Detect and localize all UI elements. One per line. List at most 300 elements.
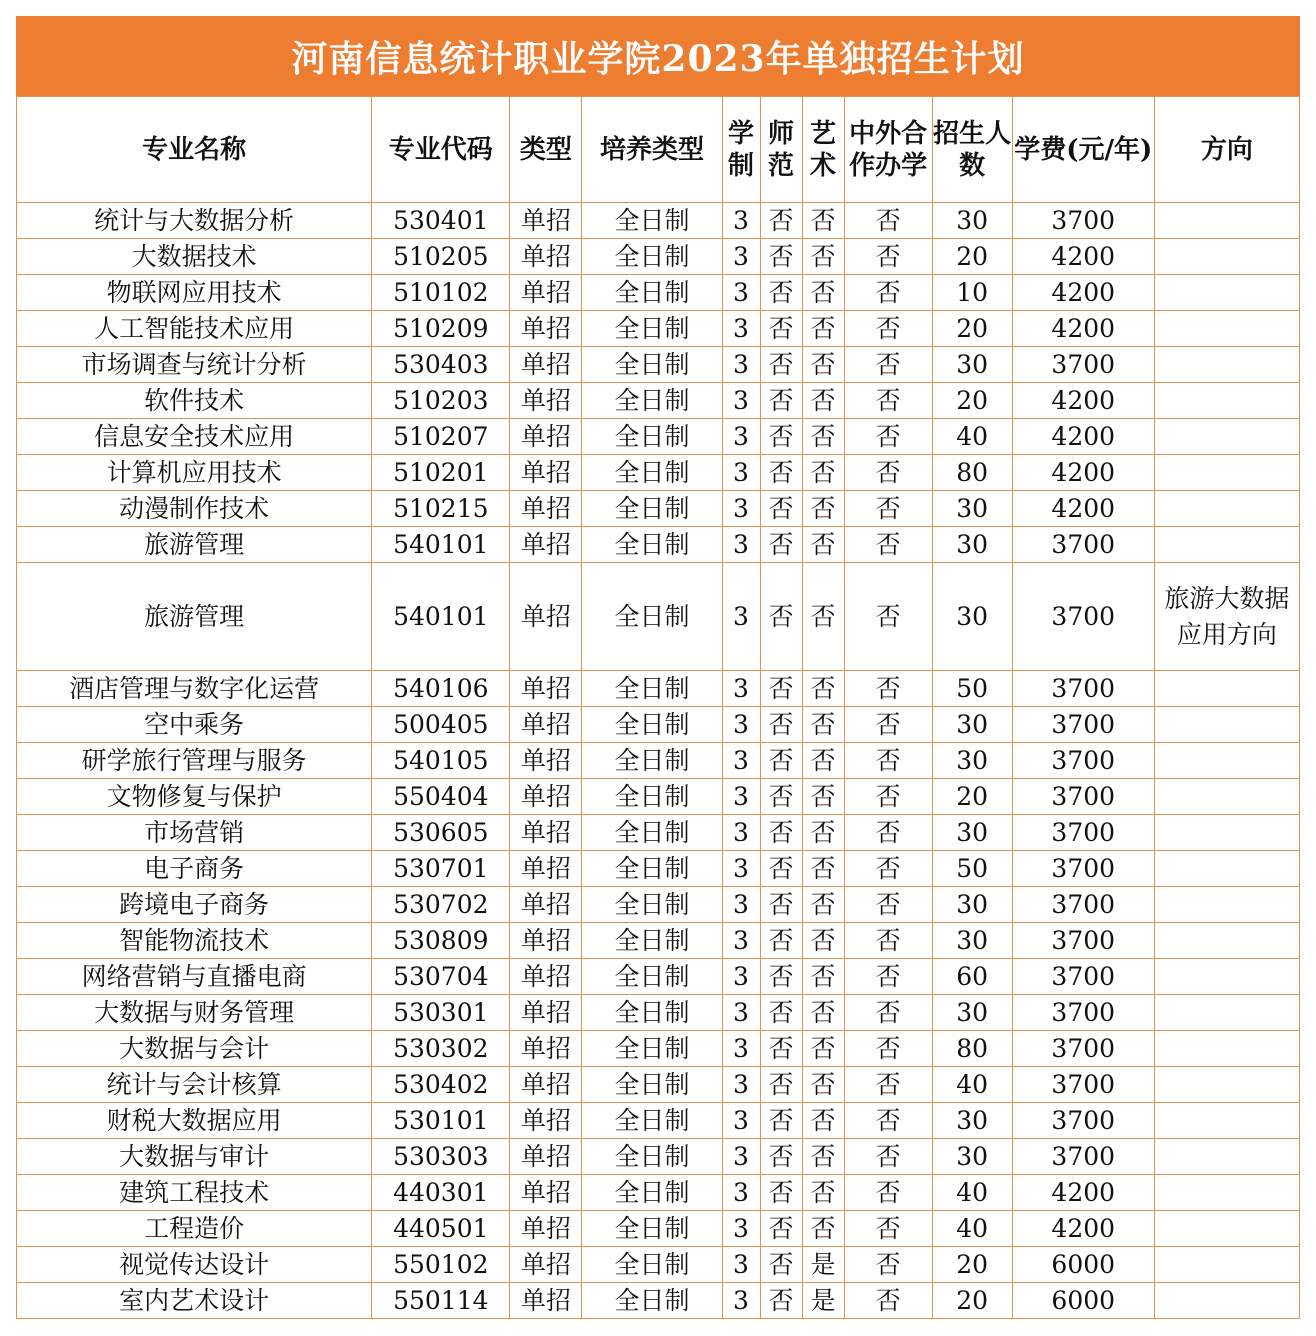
cell-direction <box>1154 1283 1299 1319</box>
cell-type: 单招 <box>510 1283 582 1319</box>
cell-name: 人工智能技术应用 <box>17 311 372 347</box>
cell-joint: 否 <box>844 311 932 347</box>
cell-joint: 否 <box>844 203 932 239</box>
cell-code: 530701 <box>372 851 510 887</box>
cell-code: 440501 <box>372 1211 510 1247</box>
cell-normal: 否 <box>760 491 802 527</box>
header-normal: 师范 <box>760 97 802 203</box>
cell-art: 否 <box>802 419 844 455</box>
header-type: 类型 <box>510 97 582 203</box>
cell-direction <box>1154 851 1299 887</box>
cell-code: 510207 <box>372 419 510 455</box>
cell-joint: 否 <box>844 887 932 923</box>
cell-art: 否 <box>802 239 844 275</box>
cell-name: 统计与会计核算 <box>17 1067 372 1103</box>
cell-code: 440301 <box>372 1175 510 1211</box>
cell-name: 建筑工程技术 <box>17 1175 372 1211</box>
cell-training: 全日制 <box>582 707 722 743</box>
cell-training: 全日制 <box>582 923 722 959</box>
cell-fee: 4200 <box>1012 239 1154 275</box>
cell-name: 室内艺术设计 <box>17 1283 372 1319</box>
cell-art: 否 <box>802 1031 844 1067</box>
cell-type: 单招 <box>510 1031 582 1067</box>
cell-art: 否 <box>802 707 844 743</box>
cell-quota: 20 <box>932 1283 1012 1319</box>
cell-joint: 否 <box>844 563 932 671</box>
cell-art: 否 <box>802 1139 844 1175</box>
cell-quota: 20 <box>932 1247 1012 1283</box>
table-row <box>17 1031 1300 1067</box>
cell-quota: 30 <box>932 995 1012 1031</box>
cell-years: 3 <box>722 887 760 923</box>
cell-code: 530704 <box>372 959 510 995</box>
cell-art: 否 <box>802 923 844 959</box>
table-row <box>17 347 1300 383</box>
cell-joint: 否 <box>844 1103 932 1139</box>
cell-joint: 否 <box>844 1067 932 1103</box>
cell-fee: 4200 <box>1012 419 1154 455</box>
cell-joint: 否 <box>844 1175 932 1211</box>
cell-quota: 30 <box>932 491 1012 527</box>
cell-direction <box>1154 707 1299 743</box>
cell-code: 510201 <box>372 455 510 491</box>
cell-normal: 否 <box>760 743 802 779</box>
cell-type: 单招 <box>510 347 582 383</box>
cell-name: 文物修复与保护 <box>17 779 372 815</box>
cell-name: 酒店管理与数字化运营 <box>17 671 372 707</box>
cell-fee: 3700 <box>1012 851 1154 887</box>
cell-normal: 否 <box>760 1247 802 1283</box>
cell-joint: 否 <box>844 779 932 815</box>
table-row <box>17 419 1300 455</box>
header-fee: 学费(元/年) <box>1012 97 1154 203</box>
page-title: 河南信息统计职业学院2023年单独招生计划 <box>16 16 1300 96</box>
cell-normal: 否 <box>760 1211 802 1247</box>
cell-fee: 3700 <box>1012 923 1154 959</box>
cell-training: 全日制 <box>582 851 722 887</box>
cell-art: 否 <box>802 203 844 239</box>
cell-code: 530809 <box>372 923 510 959</box>
cell-normal: 否 <box>760 671 802 707</box>
cell-years: 3 <box>722 203 760 239</box>
cell-art: 否 <box>802 959 844 995</box>
cell-art: 否 <box>802 995 844 1031</box>
cell-joint: 否 <box>844 959 932 995</box>
cell-fee: 4200 <box>1012 383 1154 419</box>
cell-type: 单招 <box>510 563 582 671</box>
cell-training: 全日制 <box>582 347 722 383</box>
cell-fee: 3700 <box>1012 959 1154 995</box>
enrollment-plan-sheet <box>16 16 1300 1319</box>
cell-normal: 否 <box>760 239 802 275</box>
cell-type: 单招 <box>510 239 582 275</box>
cell-art: 否 <box>802 815 844 851</box>
cell-fee: 3700 <box>1012 995 1154 1031</box>
cell-training: 全日制 <box>582 239 722 275</box>
cell-name: 财税大数据应用 <box>17 1103 372 1139</box>
cell-quota: 80 <box>932 1031 1012 1067</box>
cell-direction <box>1154 419 1299 455</box>
cell-code: 550102 <box>372 1247 510 1283</box>
cell-normal: 否 <box>760 779 802 815</box>
cell-direction <box>1154 743 1299 779</box>
cell-normal: 否 <box>760 1031 802 1067</box>
cell-fee: 3700 <box>1012 671 1154 707</box>
cell-years: 3 <box>722 1139 760 1175</box>
cell-training: 全日制 <box>582 311 722 347</box>
cell-type: 单招 <box>510 419 582 455</box>
cell-type: 单招 <box>510 923 582 959</box>
cell-fee: 4200 <box>1012 275 1154 311</box>
cell-training: 全日制 <box>582 275 722 311</box>
cell-joint: 否 <box>844 743 932 779</box>
cell-quota: 40 <box>932 1175 1012 1211</box>
cell-type: 单招 <box>510 1175 582 1211</box>
cell-code: 550404 <box>372 779 510 815</box>
cell-name: 空中乘务 <box>17 707 372 743</box>
cell-years: 3 <box>722 455 760 491</box>
cell-art: 否 <box>802 275 844 311</box>
cell-years: 3 <box>722 1067 760 1103</box>
cell-fee: 4200 <box>1012 491 1154 527</box>
cell-name: 大数据与财务管理 <box>17 995 372 1031</box>
cell-normal: 否 <box>760 851 802 887</box>
cell-years: 3 <box>722 491 760 527</box>
cell-direction <box>1154 1211 1299 1247</box>
cell-direction <box>1154 1175 1299 1211</box>
cell-years: 3 <box>722 275 760 311</box>
cell-normal: 否 <box>760 815 802 851</box>
cell-code: 530301 <box>372 995 510 1031</box>
cell-training: 全日制 <box>582 203 722 239</box>
cell-normal: 否 <box>760 419 802 455</box>
cell-years: 3 <box>722 671 760 707</box>
cell-type: 单招 <box>510 851 582 887</box>
table-row <box>17 527 1300 563</box>
cell-fee: 3700 <box>1012 203 1154 239</box>
table-row <box>17 923 1300 959</box>
cell-direction <box>1154 311 1299 347</box>
cell-training: 全日制 <box>582 563 722 671</box>
cell-normal: 否 <box>760 383 802 419</box>
cell-years: 3 <box>722 815 760 851</box>
cell-direction <box>1154 959 1299 995</box>
cell-direction <box>1154 1247 1299 1283</box>
cell-code: 530303 <box>372 1139 510 1175</box>
cell-training: 全日制 <box>582 491 722 527</box>
cell-training: 全日制 <box>582 1247 722 1283</box>
cell-joint: 否 <box>844 527 932 563</box>
table-row <box>17 1247 1300 1283</box>
table-row <box>17 455 1300 491</box>
cell-code: 510209 <box>372 311 510 347</box>
cell-fee: 3700 <box>1012 1031 1154 1067</box>
cell-name: 软件技术 <box>17 383 372 419</box>
cell-name: 市场调查与统计分析 <box>17 347 372 383</box>
cell-type: 单招 <box>510 203 582 239</box>
table-row <box>17 851 1300 887</box>
cell-name: 研学旅行管理与服务 <box>17 743 372 779</box>
header-joint: 中外合作办学 <box>844 97 932 203</box>
cell-quota: 30 <box>932 1139 1012 1175</box>
cell-art: 否 <box>802 311 844 347</box>
header-quota: 招生人数 <box>932 97 1012 203</box>
cell-fee: 3700 <box>1012 815 1154 851</box>
cell-joint: 否 <box>844 1031 932 1067</box>
cell-art: 是 <box>802 1247 844 1283</box>
cell-years: 3 <box>722 707 760 743</box>
table-row <box>17 563 1300 671</box>
table-row <box>17 959 1300 995</box>
cell-quota: 80 <box>932 455 1012 491</box>
cell-direction <box>1154 779 1299 815</box>
cell-training: 全日制 <box>582 419 722 455</box>
header-training: 培养类型 <box>582 97 722 203</box>
cell-type: 单招 <box>510 887 582 923</box>
cell-direction <box>1154 1103 1299 1139</box>
cell-training: 全日制 <box>582 455 722 491</box>
cell-name: 物联网应用技术 <box>17 275 372 311</box>
cell-fee: 3700 <box>1012 1103 1154 1139</box>
cell-training: 全日制 <box>582 1031 722 1067</box>
table-body <box>17 203 1300 1319</box>
cell-art: 否 <box>802 743 844 779</box>
cell-normal: 否 <box>760 455 802 491</box>
table-row <box>17 203 1300 239</box>
cell-type: 单招 <box>510 779 582 815</box>
enrollment-table <box>16 96 1300 1319</box>
cell-quota: 60 <box>932 959 1012 995</box>
cell-normal: 否 <box>760 995 802 1031</box>
cell-years: 3 <box>722 563 760 671</box>
cell-quota: 30 <box>932 815 1012 851</box>
table-row <box>17 1175 1300 1211</box>
cell-years: 3 <box>722 527 760 563</box>
cell-joint: 否 <box>844 347 932 383</box>
cell-art: 否 <box>802 383 844 419</box>
cell-normal: 否 <box>760 1175 802 1211</box>
cell-direction <box>1154 491 1299 527</box>
cell-quota: 50 <box>932 671 1012 707</box>
cell-joint: 否 <box>844 239 932 275</box>
cell-training: 全日制 <box>582 887 722 923</box>
cell-art: 否 <box>802 527 844 563</box>
cell-training: 全日制 <box>582 779 722 815</box>
cell-joint: 否 <box>844 1283 932 1319</box>
cell-art: 否 <box>802 671 844 707</box>
cell-type: 单招 <box>510 311 582 347</box>
table-row <box>17 815 1300 851</box>
cell-art: 否 <box>802 347 844 383</box>
cell-art: 否 <box>802 1103 844 1139</box>
table-row <box>17 275 1300 311</box>
cell-training: 全日制 <box>582 1067 722 1103</box>
cell-normal: 否 <box>760 959 802 995</box>
cell-joint: 否 <box>844 383 932 419</box>
cell-years: 3 <box>722 1211 760 1247</box>
cell-type: 单招 <box>510 1067 582 1103</box>
cell-direction <box>1154 671 1299 707</box>
header-row <box>17 97 1300 203</box>
cell-years: 3 <box>722 239 760 275</box>
cell-normal: 否 <box>760 275 802 311</box>
cell-joint: 否 <box>844 815 932 851</box>
cell-years: 3 <box>722 347 760 383</box>
cell-type: 单招 <box>510 455 582 491</box>
cell-fee: 4200 <box>1012 1175 1154 1211</box>
cell-type: 单招 <box>510 959 582 995</box>
cell-fee: 3700 <box>1012 527 1154 563</box>
cell-years: 3 <box>722 1103 760 1139</box>
cell-normal: 否 <box>760 203 802 239</box>
cell-direction <box>1154 995 1299 1031</box>
cell-years: 3 <box>722 383 760 419</box>
cell-training: 全日制 <box>582 527 722 563</box>
cell-joint: 否 <box>844 1139 932 1175</box>
cell-name: 旅游管理 <box>17 527 372 563</box>
cell-name: 计算机应用技术 <box>17 455 372 491</box>
cell-type: 单招 <box>510 671 582 707</box>
cell-code: 540105 <box>372 743 510 779</box>
cell-normal: 否 <box>760 311 802 347</box>
cell-name: 动漫制作技术 <box>17 491 372 527</box>
cell-art: 否 <box>802 887 844 923</box>
cell-quota: 50 <box>932 851 1012 887</box>
cell-type: 单招 <box>510 1139 582 1175</box>
cell-quota: 10 <box>932 275 1012 311</box>
cell-quota: 30 <box>932 527 1012 563</box>
cell-code: 530401 <box>372 203 510 239</box>
cell-code: 510205 <box>372 239 510 275</box>
cell-quota: 20 <box>932 383 1012 419</box>
cell-art: 否 <box>802 779 844 815</box>
cell-years: 3 <box>722 779 760 815</box>
cell-direction: 旅游大数据应用方向 <box>1154 563 1299 671</box>
cell-quota: 30 <box>932 1103 1012 1139</box>
cell-fee: 6000 <box>1012 1247 1154 1283</box>
cell-code: 510203 <box>372 383 510 419</box>
cell-name: 统计与大数据分析 <box>17 203 372 239</box>
cell-direction <box>1154 887 1299 923</box>
cell-fee: 3700 <box>1012 743 1154 779</box>
cell-type: 单招 <box>510 743 582 779</box>
cell-code: 510102 <box>372 275 510 311</box>
cell-code: 540101 <box>372 527 510 563</box>
cell-art: 否 <box>802 563 844 671</box>
cell-training: 全日制 <box>582 383 722 419</box>
cell-years: 3 <box>722 851 760 887</box>
cell-type: 单招 <box>510 275 582 311</box>
cell-years: 3 <box>722 995 760 1031</box>
cell-quota: 30 <box>932 887 1012 923</box>
table-row <box>17 383 1300 419</box>
table-row <box>17 743 1300 779</box>
cell-name: 大数据与会计 <box>17 1031 372 1067</box>
cell-joint: 否 <box>844 275 932 311</box>
cell-type: 单招 <box>510 527 582 563</box>
cell-joint: 否 <box>844 455 932 491</box>
cell-joint: 否 <box>844 851 932 887</box>
cell-fee: 6000 <box>1012 1283 1154 1319</box>
cell-name: 信息安全技术应用 <box>17 419 372 455</box>
cell-normal: 否 <box>760 1139 802 1175</box>
cell-fee: 3700 <box>1012 707 1154 743</box>
cell-art: 否 <box>802 851 844 887</box>
cell-code: 540101 <box>372 563 510 671</box>
cell-normal: 否 <box>760 1283 802 1319</box>
cell-art: 否 <box>802 455 844 491</box>
header-years: 学制 <box>722 97 760 203</box>
cell-type: 单招 <box>510 491 582 527</box>
cell-code: 530702 <box>372 887 510 923</box>
cell-code: 530605 <box>372 815 510 851</box>
cell-training: 全日制 <box>582 1283 722 1319</box>
table-row <box>17 887 1300 923</box>
cell-type: 单招 <box>510 1211 582 1247</box>
cell-fee: 4200 <box>1012 311 1154 347</box>
cell-training: 全日制 <box>582 995 722 1031</box>
table-row <box>17 1103 1300 1139</box>
cell-direction <box>1154 455 1299 491</box>
table-row <box>17 779 1300 815</box>
cell-art: 是 <box>802 1283 844 1319</box>
table-row <box>17 1139 1300 1175</box>
cell-art: 否 <box>802 1211 844 1247</box>
cell-code: 530302 <box>372 1031 510 1067</box>
cell-joint: 否 <box>844 923 932 959</box>
cell-fee: 3700 <box>1012 1139 1154 1175</box>
cell-years: 3 <box>722 959 760 995</box>
table-row <box>17 707 1300 743</box>
cell-code: 540106 <box>372 671 510 707</box>
cell-direction <box>1154 239 1299 275</box>
cell-training: 全日制 <box>582 743 722 779</box>
cell-direction <box>1154 1067 1299 1103</box>
cell-joint: 否 <box>844 707 932 743</box>
cell-direction <box>1154 815 1299 851</box>
cell-art: 否 <box>802 1067 844 1103</box>
table-row <box>17 1283 1300 1319</box>
cell-quota: 30 <box>932 347 1012 383</box>
cell-quota: 40 <box>932 1211 1012 1247</box>
cell-type: 单招 <box>510 383 582 419</box>
cell-quota: 20 <box>932 239 1012 275</box>
cell-normal: 否 <box>760 527 802 563</box>
table-row <box>17 671 1300 707</box>
cell-fee: 3700 <box>1012 779 1154 815</box>
cell-normal: 否 <box>760 707 802 743</box>
cell-quota: 20 <box>932 779 1012 815</box>
cell-years: 3 <box>722 923 760 959</box>
cell-fee: 3700 <box>1012 347 1154 383</box>
cell-code: 530403 <box>372 347 510 383</box>
table-row <box>17 1067 1300 1103</box>
cell-name: 工程造价 <box>17 1211 372 1247</box>
cell-joint: 否 <box>844 995 932 1031</box>
cell-joint: 否 <box>844 1211 932 1247</box>
cell-training: 全日制 <box>582 671 722 707</box>
cell-years: 3 <box>722 311 760 347</box>
cell-fee: 4200 <box>1012 455 1154 491</box>
cell-type: 单招 <box>510 995 582 1031</box>
cell-fee: 3700 <box>1012 887 1154 923</box>
cell-joint: 否 <box>844 671 932 707</box>
cell-code: 510215 <box>372 491 510 527</box>
cell-training: 全日制 <box>582 1211 722 1247</box>
cell-normal: 否 <box>760 887 802 923</box>
cell-training: 全日制 <box>582 959 722 995</box>
cell-type: 单招 <box>510 707 582 743</box>
